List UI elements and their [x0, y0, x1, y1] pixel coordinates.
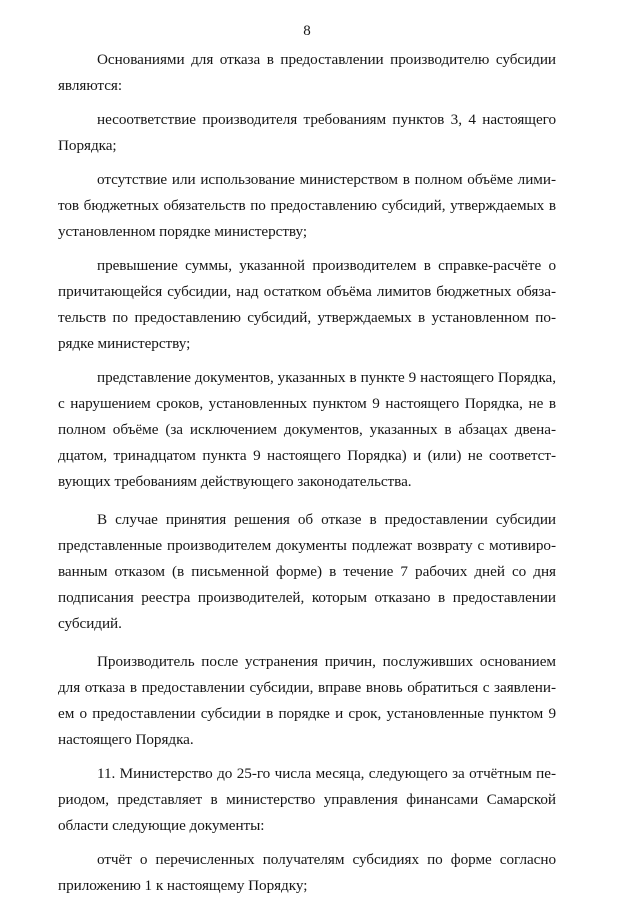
paragraph-refusal-grounds: Основаниями для отказа в предоставлении производителю субсидии являются:	[58, 51, 556, 94]
page-number: 8	[303, 23, 311, 39]
paragraph-refusal-return: В случае принятия решения об отказе в предоставлении субсидии представленные производителем документы подлежат возврату с мотивированным отказом (в письменной форме) в течение 7 рабочих дней со дня подписания реестра производителей, которым отказано в предоставлении субсидий.	[58, 511, 556, 632]
paragraph-report: отчёт о перечисленных получателям субсидиях по форме согласно приложению 1 к настоящему Порядку;	[58, 851, 556, 894]
paragraph-reapplication: Производитель после устранения причин, послуживших основанием для отказа в предоставлении субсидии, вправе вновь обратиться с заявлением о предоставлении субсидии в порядке и срок, установленные пунктом 9 настоящего Порядка.	[58, 653, 556, 748]
paragraph-documents-violation: представление документов, указанных в пункте 9 настоящего Порядка, с нарушением сроков, установленных пунктом 9 настоящего Порядка, не в полном объёме (за исключением документов, указанных в абзацах двенадцатом, тринадцатом пункта 9 настоящего Порядка) и (или) не соответствующих требованиям действующего законодательства.	[58, 369, 556, 490]
paragraph-limits-absence: отсутствие или использование министерством в полном объёме лимитов бюджетных обязательств по предоставлению субсидий, утверждаемых в установленном порядке министерству;	[58, 171, 556, 240]
paragraph-noncompliance: несоответствие производителя требованиям пунктов 3, 4 настоящего Порядка;	[58, 111, 556, 154]
document-body	[58, 47, 556, 899]
paragraph-amount-excess: превышение суммы, указанной производителем в справке-расчёте о причитающейся субсидии, над остатком объёма лимитов бюджетных обязательств по предоставлению субсидий, утверждаемых в установленном порядке министерству;	[58, 257, 556, 352]
paragraph-clause-11: 11. Министерство до 25-го числа месяца, следующего за отчётным периодом, представляет в министерство управления финансами Самарской области следующие документы:	[58, 765, 556, 834]
